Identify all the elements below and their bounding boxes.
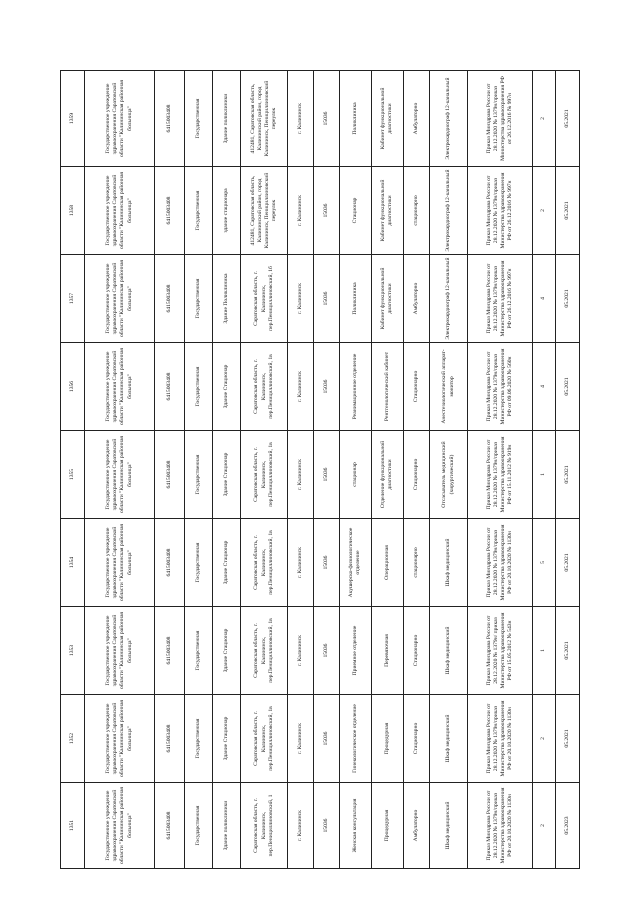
table-cell: Приказ Минздрава России от 28.12.2020 № 1379н/приказ Министерства здравоохранения РФ от 26.12.2016 № 997н (468, 255, 532, 343)
table-cell: Государственное учреждение здравоохранения Саратовской области "Калининская районная больница" (84, 71, 155, 167)
table-cell: Здание поликлиники (213, 71, 241, 167)
table-cell: Электрокардиограф 12-канальный (429, 71, 468, 167)
table-cell: Здание Стационар (213, 431, 241, 519)
table-cell: Саратовская область, г. Калининск, пер.Пенициллиновский, 1в (241, 431, 288, 519)
table-cell: 05.2021 (556, 695, 580, 783)
table-cell: Приказ Минздрава России от 28.12.2020 № 1379н/приказ Министерства здравоохранения РФ от 26.12.2016 № 997н (468, 71, 532, 167)
table-cell: 5 (532, 519, 556, 607)
table-body (61, 71, 580, 869)
table-cell: 2 (532, 695, 556, 783)
table-cell: 412481, Саратовская область, Калининский район, город Калининск, Пенициллиновский переулок (241, 71, 288, 167)
table-cell: 1352 (61, 695, 85, 783)
table-cell: Отделение функциональной диагностики (371, 431, 403, 519)
table-cell: Процедурная (371, 783, 403, 869)
table-cell: Акушерско-физиологическое отделение (339, 519, 371, 607)
table-cell: Здание Стационар (213, 607, 241, 695)
row-number (61, 71, 85, 869)
row-building (213, 71, 241, 869)
table-cell: Государственная (185, 783, 213, 869)
table-cell: Реанимационное отделение (339, 343, 371, 431)
table-cell: г. Калининск (288, 343, 314, 431)
table-cell: г. Калининск (288, 519, 314, 607)
table-cell: Рентгенологический кабинет (371, 343, 403, 431)
table-cell: Здание Стационар (213, 695, 241, 783)
table-cell: Операционная (371, 519, 403, 607)
table-cell: 15036 (314, 431, 340, 519)
table-cell: 15036 (314, 783, 340, 869)
table-cell: 412481, Саратовская область, Калининский район, город Калининск, Пенициллиновский переулок (241, 167, 288, 255)
table-cell: Стационар (339, 167, 371, 255)
table-cell: 15036 (314, 167, 340, 255)
table-cell: 15036 (314, 695, 340, 783)
table-cell: Шкаф медицинский (429, 607, 468, 695)
table-cell: Стационарно (404, 431, 430, 519)
row-department (339, 71, 371, 869)
table-cell: 1354 (61, 519, 85, 607)
table-cell: Шкаф медицинский (429, 519, 468, 607)
table-cell: 1353 (61, 607, 85, 695)
table-cell: 6415003408 (155, 431, 185, 519)
row-room (371, 71, 403, 869)
table-cell: Стационарно (404, 607, 430, 695)
table-cell: 05.2021 (556, 343, 580, 431)
table-cell: 6415003408 (155, 695, 185, 783)
equipment-table (60, 70, 580, 869)
table-cell: 4 (532, 255, 556, 343)
table-cell: 05.2021 (556, 167, 580, 255)
table-cell: г. Калининск (288, 167, 314, 255)
table-cell: Государственная (185, 167, 213, 255)
table-cell: Государственная (185, 519, 213, 607)
row-equipment (429, 71, 468, 869)
table-cell: 1357 (61, 255, 85, 343)
table-cell: 15036 (314, 343, 340, 431)
table-cell: Здание Стационар (213, 343, 241, 431)
table-cell: Электрокардиограф 12-канальный (429, 255, 468, 343)
row-care-mode (404, 71, 430, 869)
row-code (314, 71, 340, 869)
table-cell: Государственное учреждение здравоохранения Саратовской области "Калининская районная больница" (84, 343, 155, 431)
table-cell: Саратовская область, г. Калининск, пер.Пенициллиновский, 1б (241, 255, 288, 343)
table-cell: Приказ Минздрава России от 28.12.2020 № 1379н/приказ Министерства здравоохранения РФ от 20.10.2020 № 1130н (468, 695, 532, 783)
table-cell: Амбулаторно (404, 255, 430, 343)
table-cell: Перевязочная (371, 607, 403, 695)
row-organization (84, 71, 155, 869)
row-ownership (185, 71, 213, 869)
table-cell: 6415003408 (155, 167, 185, 255)
table-cell: Государственное учреждение здравоохранения Саратовской области "Калининская районная больница" (84, 695, 155, 783)
table-cell: Саратовская область, г. Калининск, пер.Пенициллиновский, 1в (241, 695, 288, 783)
table-cell: Приказ Минздрава России от 28.12.2020 № 1379н/приказ Министерства здравоохранения РФ от 20.10.2020 № 1130н (468, 519, 532, 607)
table-cell: 6415003408 (155, 255, 185, 343)
table-cell: 15036 (314, 519, 340, 607)
table-cell: 4 (532, 343, 556, 431)
table-cell: г. Калининск (288, 607, 314, 695)
table-cell: Женская консультация (339, 783, 371, 869)
table-cell: Государственная (185, 343, 213, 431)
table-cell: Здание Стационар (213, 519, 241, 607)
table-cell: 6415003408 (155, 607, 185, 695)
table-cell: 1351 (61, 783, 85, 869)
table-cell: стационар (339, 431, 371, 519)
table-cell: Здание поликлиники (213, 783, 241, 869)
table-cell: Государственное учреждение здравоохранения Саратовской области "Калининская районная больница" (84, 519, 155, 607)
table-cell: 1 (532, 607, 556, 695)
table-cell: г. Калининск (288, 255, 314, 343)
table-cell: Государственная (185, 695, 213, 783)
table-cell: г. Калининск (288, 695, 314, 783)
table-cell: Амбулаторно (404, 783, 430, 869)
table-cell: 1356 (61, 343, 85, 431)
table-cell: Амбулаторно (404, 71, 430, 167)
table-cell: Саратовская область, г. Калининск, пер.Пенициллиновский, 1 (241, 783, 288, 869)
table-cell: г. Калининск (288, 783, 314, 869)
table-cell: 05.2021 (556, 255, 580, 343)
table-cell: 6415003408 (155, 519, 185, 607)
table-cell: Кабинет функциональной диагностики (371, 255, 403, 343)
table-cell: 15036 (314, 607, 340, 695)
table-cell: Государственное учреждение здравоохранения Саратовской области "Калининская районная больница" (84, 607, 155, 695)
row-inn (155, 71, 185, 869)
table-cell: Стационарно (404, 343, 430, 431)
table-cell: 05.2021 (556, 519, 580, 607)
table-cell: 1 (532, 431, 556, 519)
table-cell: 6415003408 (155, 783, 185, 869)
table-cell: Государственное учреждение здравоохранения Саратовской области "Калининская районная больница" (84, 167, 155, 255)
table-cell: Поликлиника (339, 255, 371, 343)
table-cell: Государственное учреждение здравоохранения Саратовской области "Калининская районная больница" (84, 255, 155, 343)
table-cell: 2 (532, 71, 556, 167)
table-cell: Шкаф медицинский (429, 783, 468, 869)
table-cell: 6415003408 (155, 343, 185, 431)
row-address (241, 71, 288, 869)
table-cell: Кабинет функциональной диагностики (371, 71, 403, 167)
table-cell: Стационарно (404, 695, 430, 783)
table-cell: Саратовская область, г. Калининск, пер.Пенициллиновский, 1в (241, 519, 288, 607)
table-cell: 15036 (314, 255, 340, 343)
table-cell: Государственная (185, 431, 213, 519)
table-cell: 1358 (61, 167, 85, 255)
table-cell: 1355 (61, 431, 85, 519)
table-cell: Государственная (185, 71, 213, 167)
table-cell: Приказ Минздрава России от 28.12.2020 № 1379н/приказ Министерства здравоохранения РФ от 20.10.2020 № 1130н (468, 783, 532, 869)
table-cell: Приемное отделение (339, 607, 371, 695)
row-quantity (532, 71, 556, 869)
table-cell: 05.2021 (556, 607, 580, 695)
table-cell: Здание Поликлиника (213, 255, 241, 343)
table-cell: Гинекологическое отделение (339, 695, 371, 783)
table-cell: здание стационара (213, 167, 241, 255)
table-cell: г. Калининск (288, 431, 314, 519)
table-cell: стационарно (404, 167, 430, 255)
row-locality (288, 71, 314, 869)
table-cell: 2 (532, 783, 556, 869)
table-cell: стационарно (404, 519, 430, 607)
table-cell: Кабинет функциональной диагностики (371, 167, 403, 255)
table-cell: Анестезиологический аппарат-монитор (429, 343, 468, 431)
table-cell: Саратовская область, г. Калининск, пер.Пенициллиновский, 1в (241, 607, 288, 695)
table-cell: 1359 (61, 71, 85, 167)
table-cell: Приказ Минздрава России от 28.12.2020 № 1379н/приказ Министерства здравоохранения РФ от 09.06.2020 № 560н (468, 343, 532, 431)
table-cell: Государственная (185, 255, 213, 343)
table-cell: 6415003408 (155, 71, 185, 167)
table-cell: 15036 (314, 71, 340, 167)
table-cell: Шкаф медицинский (429, 695, 468, 783)
table-cell: Приказ Минздрава России от 28.12.2020 № 1379н/приказ Министерства здравоохранения РФ от 15.11.2012 № 919н (468, 431, 532, 519)
table-cell: Государственная (185, 607, 213, 695)
table-cell: Процедурная (371, 695, 403, 783)
table-cell: 05.2021 (556, 71, 580, 167)
table-cell: Саратовская область, г. Калининск, пер.Пенициллиновский, 1в (241, 343, 288, 431)
row-regulation (468, 71, 532, 869)
table-cell: Приказ Минздрава России от 28.12.2020 № 1379н/приказ Министерства здравоохранения РФ от 26.12.2016 № 997н (468, 167, 532, 255)
table-cell: Электрокардиограф 12-канальный (429, 167, 468, 255)
table-cell: Государственное учреждение здравоохранения Саратовской области "Калининская районная больница" (84, 431, 155, 519)
table-cell: Государственное учреждение здравоохранения Саратовской области "Калининская районная больница" (84, 783, 155, 869)
table-cell: г. Калининск (288, 71, 314, 167)
row-date (556, 71, 580, 869)
table-cell: Поликлиника (339, 71, 371, 167)
table-cell: 2 (532, 167, 556, 255)
table-cell: Отсасыватель медицинский (хирургический) (429, 431, 468, 519)
table-cell: 05.2021 (556, 431, 580, 519)
table-cell: 05.2023 (556, 783, 580, 869)
table-cell: Приказ Минздрава России от 28.12.2020 № 1379н/ приказ Министерства здравоохранения РФ от 15.05.2012 № 543н (468, 607, 532, 695)
